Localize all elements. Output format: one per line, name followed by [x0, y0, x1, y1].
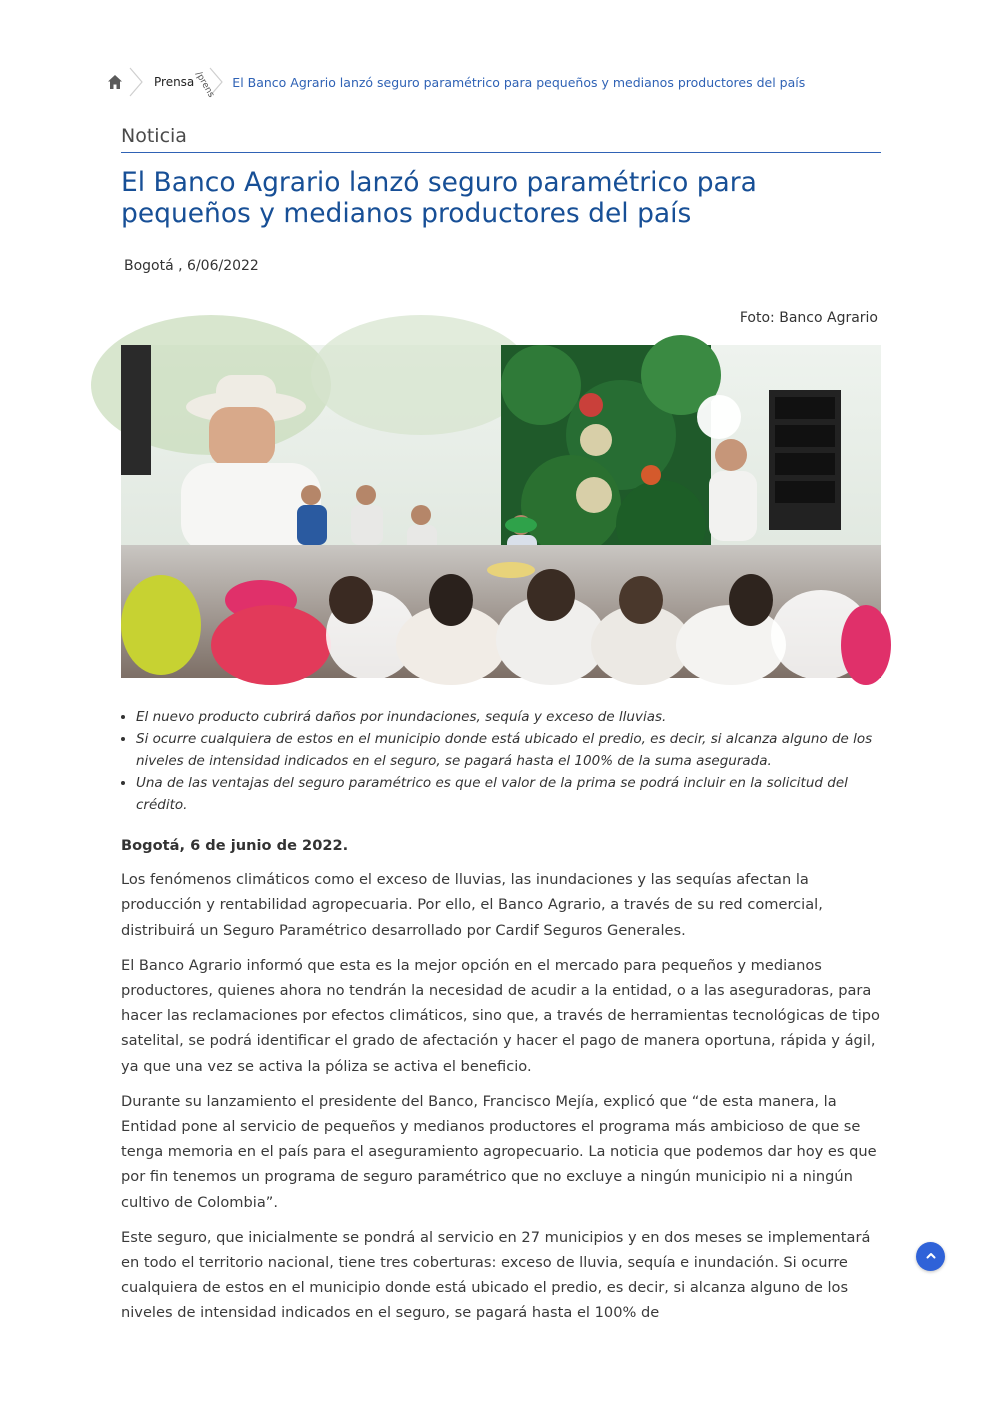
photo-credit: Foto: Banco Agrario — [739, 310, 878, 326]
breadcrumb-separator-icon — [128, 67, 144, 97]
highlight-item: • El nuevo producto cubrirá daños por inundaciones, sequía y exceso de lluvias. — [136, 706, 896, 728]
breadcrumb-current-page[interactable]: El Banco Agrario lanzó seguro paramétrico para pequeños y medianos productores del país — [232, 74, 806, 90]
article-title: El Banco Agrario lanzó seguro paramétrico para pequeños y medianos productores del país — [121, 167, 757, 229]
home-icon[interactable] — [106, 73, 124, 91]
article-paragraph: Durante su lanzamiento el presidente del Banco, Francisco Mejía, explicó que “de esta manera, la Entidad pone al servicio de pequeños y medianos productores el programa más ambicioso de que se tenga memoria en el país para el aseguramiento agropecuario. La noticia que podemos dar hoy es que por fin tenemos un programa de seguro paramétrico que no excluye a ningún municipio ni a ningún cultivo de Colombia”. — [121, 1092, 877, 1211]
article-paragraph: El Banco Agrario informó que esta es la mejor opción en el mercado para pequeños y medianos productores, quienes ahora no tendrán la necesidad de acudir a la entidad, o a las aseguradoras, para hacer las reclamaciones por efectos climáticos, sino que, a través de herramientas tecnológicas de tipo satelital, se podrá identificar el grado de afectación y hacer el pago de manera oportuna, rápida y ágil, ya que una vez se activa la póliza se activa el beneficio. — [121, 956, 880, 1075]
article-paragraph: Los fenómenos climáticos como el exceso de lluvias, las inundaciones y las sequías afectan la producción y rentabilidad agropecuaria. Por ello, el Banco Agrario, a través de su red comercial, distribuirá un Seguro Paramétrico desarrollado por Cardif Seguros Generales. — [121, 871, 823, 939]
breadcrumb — [106, 67, 906, 100]
article-paragraph: Este seguro, que inicialmente se pondrá al servicio en 27 municipios y en dos meses se implementará en todo el territorio nacional, tiene tres coberturas: exceso de lluvia, sequía e inundación. Si ocurre cualquiera de estos en el municipio donde está ubicado el predio, es decir, si alcanza alguno de los niveles de intensidad indicados en el seguro, se pagará hasta el 100% de — [121, 1228, 871, 1322]
chevron-up-icon — [925, 1247, 937, 1266]
scroll-to-top-button[interactable] — [916, 1242, 945, 1271]
breadcrumb-slug: /prens — [193, 69, 217, 100]
article-lead: Bogotá, 6 de junio de 2022. — [121, 837, 349, 854]
breadcrumb-prensa-link[interactable]: Prensa — [154, 75, 195, 89]
article-body — [121, 833, 881, 1336]
highlight-item: • Una de las ventajas del seguro paramétrico es que el valor de la prima se podrá incluir en la solicitud del crédito. — [136, 772, 896, 816]
article-hero-image — [121, 345, 881, 678]
article-dateline: Bogotá , 6/06/2022 — [124, 258, 259, 274]
section-label: Noticia — [121, 125, 187, 147]
section-divider — [121, 152, 881, 153]
highlight-item: • Si ocurre cualquiera de estos en el municipio donde está ubicado el predio, es decir, si alcanza alguno de los niveles de intensidad indicados en el seguro, se pagará hasta el 100% de la suma asegurada. — [136, 728, 896, 772]
article-highlights — [121, 706, 896, 816]
